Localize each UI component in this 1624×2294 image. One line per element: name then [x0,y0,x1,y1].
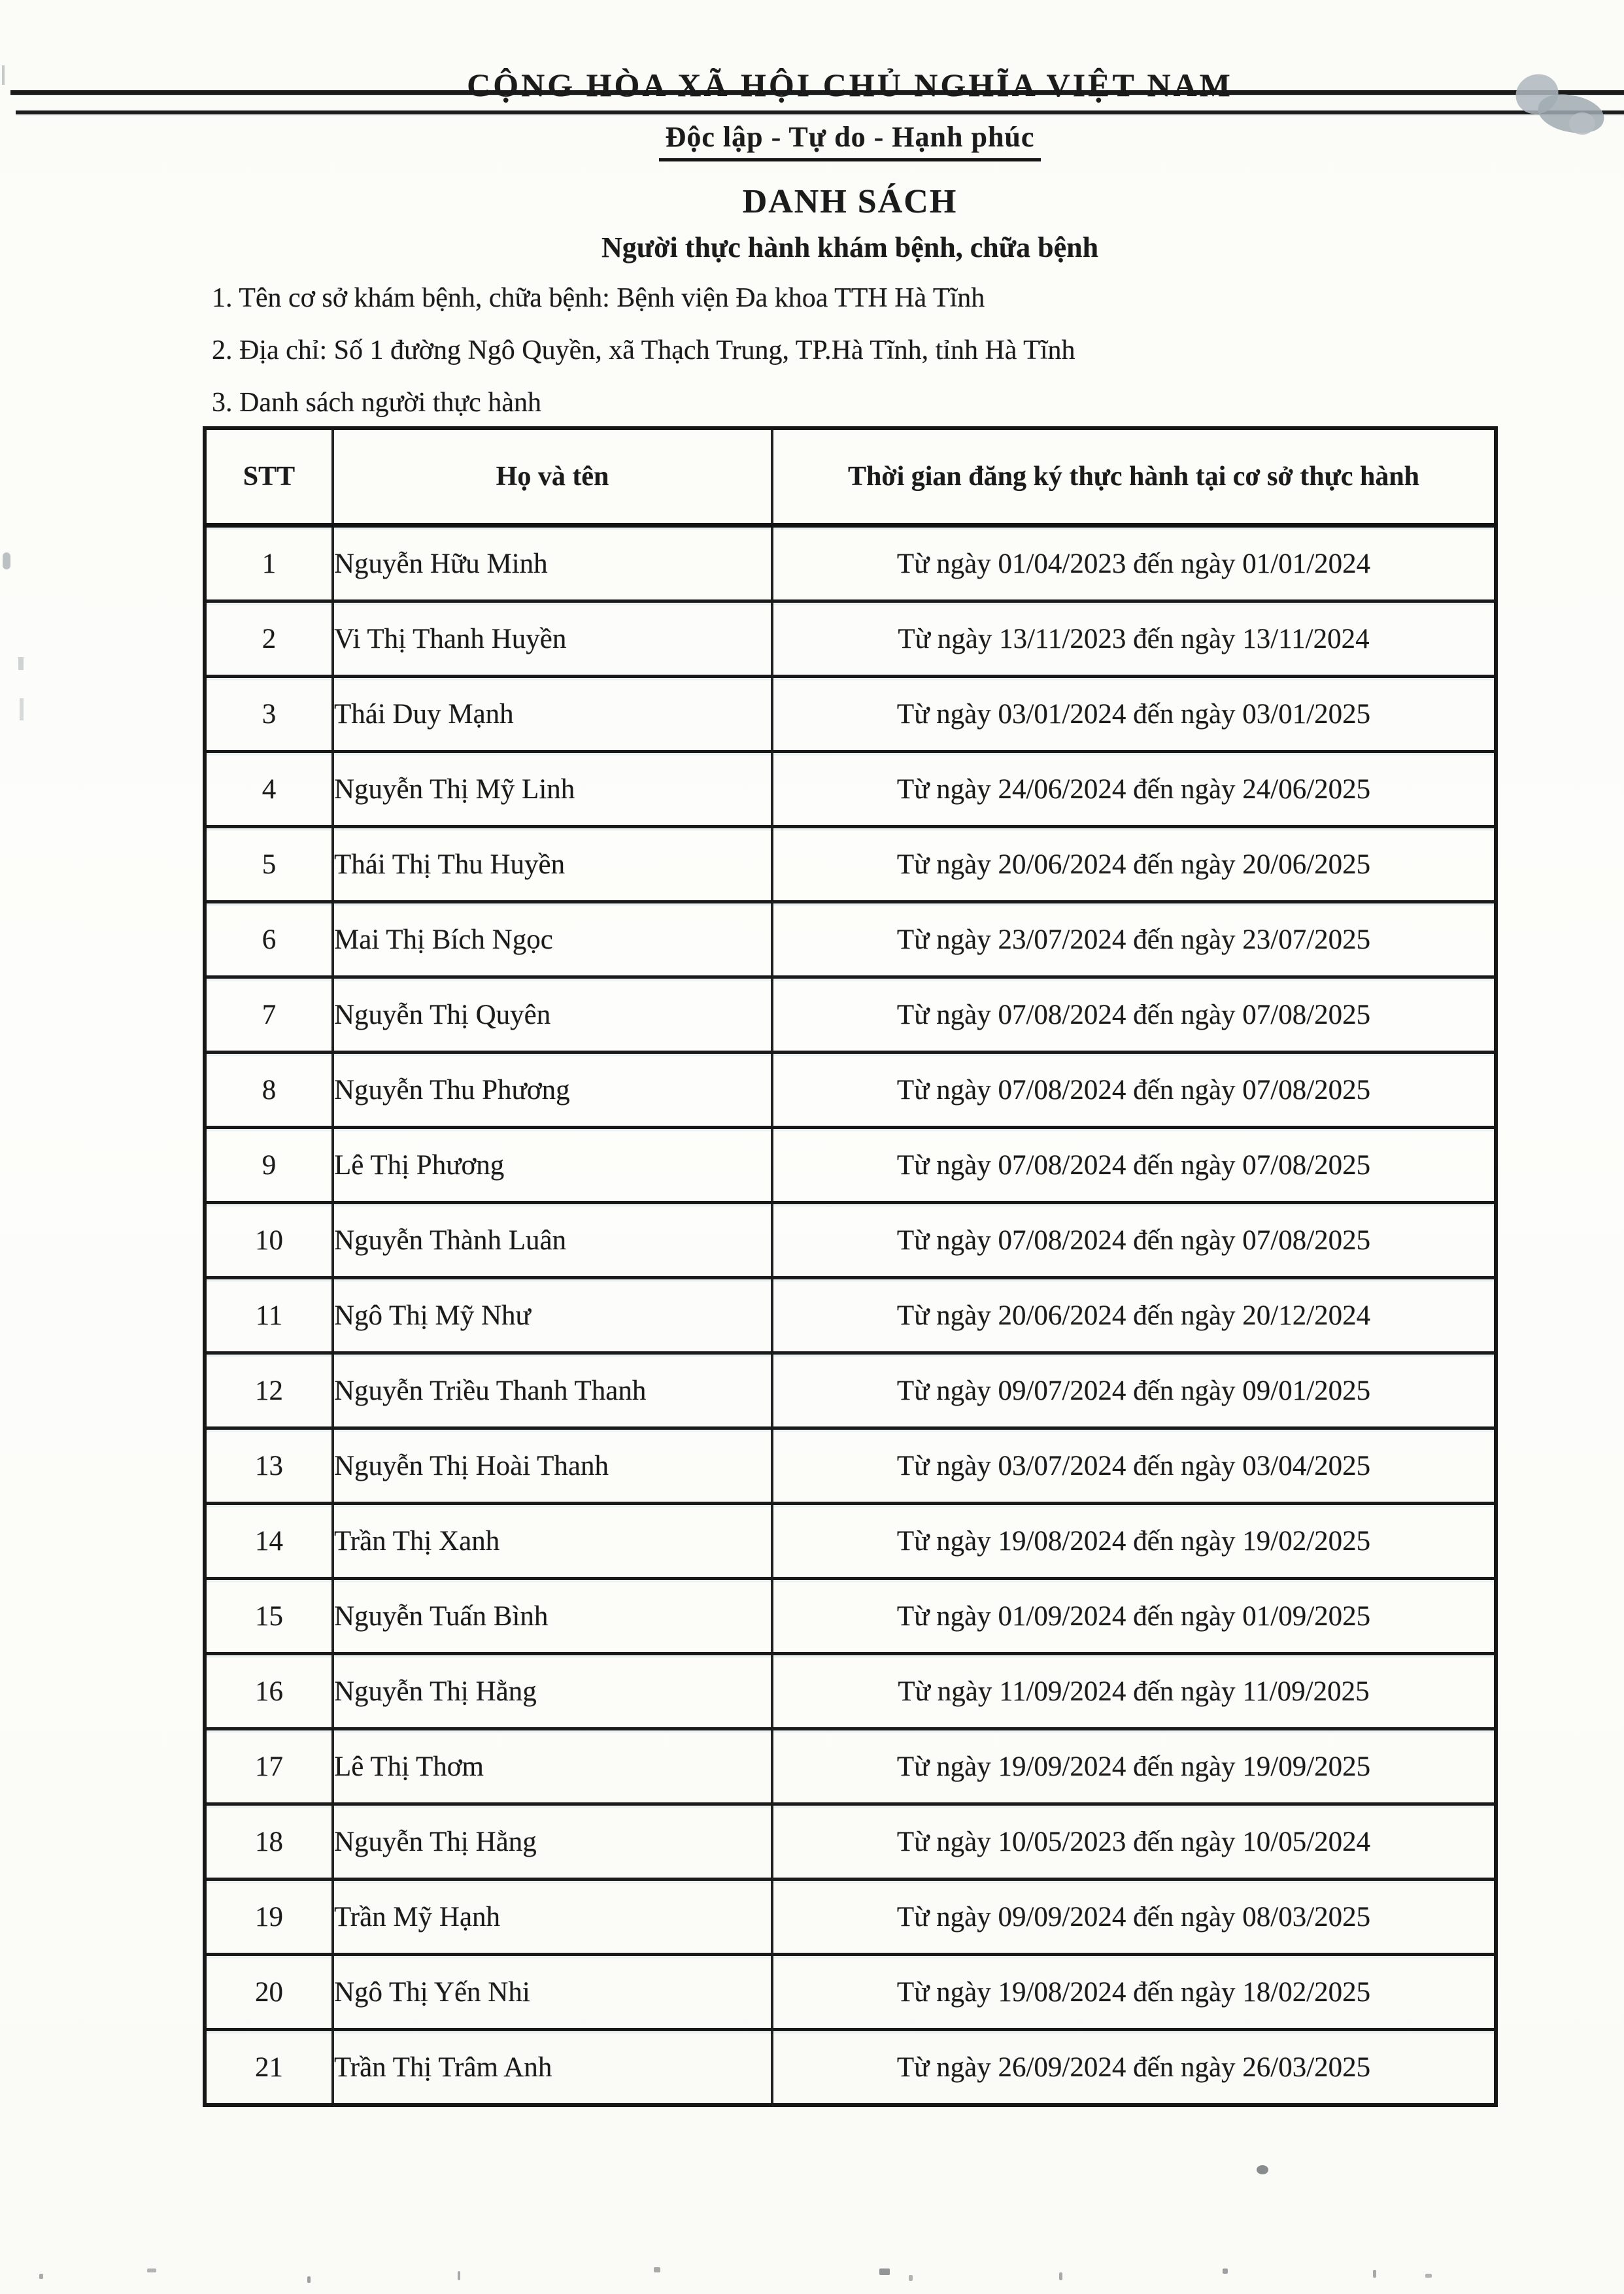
cell-stt: 19 [205,1880,333,1955]
scan-noise [458,2271,460,2280]
cell-name: Nguyễn Triều Thanh Thanh [333,1353,772,1428]
cell-name: Nguyễn Thành Luân [333,1203,772,1278]
cell-period: Từ ngày 10/05/2023 đến ngày 10/05/2024 [772,1804,1496,1880]
cell-stt: 20 [205,1955,333,2030]
table-row [205,1729,1496,1804]
cell-period: Từ ngày 09/09/2024 đến ngày 08/03/2025 [772,1880,1496,1955]
cell-name: Lê Thị Phương [333,1128,772,1203]
table-row [205,977,1496,1053]
scan-noise [1257,2165,1268,2174]
scan-noise [879,2269,890,2275]
cell-name: Ngô Thị Yến Nhi [333,1955,772,2030]
scan-noise [1223,2269,1228,2274]
cell-name: Nguyễn Thị Hằng [333,1654,772,1729]
cell-period: Từ ngày 01/09/2024 đến ngày 01/09/2025 [772,1579,1496,1654]
scan-noise [3,552,10,569]
cell-stt: 11 [205,1278,333,1353]
cell-period: Từ ngày 07/08/2024 đến ngày 07/08/2025 [772,1053,1496,1128]
table-row [205,827,1496,902]
cell-stt: 9 [205,1128,333,1203]
cell-stt: 6 [205,902,333,977]
cell-period: Từ ngày 20/06/2024 đến ngày 20/12/2024 [772,1278,1496,1353]
table-row [205,601,1496,677]
cell-name: Nguyễn Thị Hằng [333,1804,772,1880]
cell-stt: 13 [205,1428,333,1504]
cell-period: Từ ngày 07/08/2024 đến ngày 07/08/2025 [772,1128,1496,1203]
column-header-stt: STT [205,428,333,526]
scan-noise [909,2275,913,2281]
cell-name: Nguyễn Thị Mỹ Linh [333,752,772,827]
national-motto: Độc lập - Tự do - Hạnh phúc [659,120,1041,161]
table-row [205,1579,1496,1654]
cell-stt: 17 [205,1729,333,1804]
scan-noise [18,657,24,670]
column-header-name: Họ và tên [333,428,772,526]
document-title: DANH SÁCH [742,183,958,220]
cell-name: Thái Duy Mạnh [333,677,772,752]
table-row [205,1955,1496,2030]
cell-name: Lê Thị Thơm [333,1729,772,1804]
scan-noise [1425,2274,1432,2278]
cell-stt: 7 [205,977,333,1053]
cell-name: Trần Thị Trâm Anh [333,2030,772,2106]
table-row [205,1353,1496,1428]
practitioners-table [203,426,1498,2107]
national-title: CỘNG HÒA XÃ HỘI CHỦ NGHĨA VIỆT NAM [467,67,1233,103]
cell-name: Vi Thị Thanh Huyền [333,601,772,677]
intro-item-list: 3. Danh sách người thực hành [212,388,541,418]
cell-period: Từ ngày 03/07/2024 đến ngày 03/04/2025 [772,1428,1496,1504]
cell-stt: 1 [205,526,333,601]
header-rule-bottom [16,110,1624,114]
national-motto-wrap [76,120,1624,161]
cell-stt: 10 [205,1203,333,1278]
cell-stt: 14 [205,1504,333,1579]
cell-name: Nguyễn Thị Hoài Thanh [333,1428,772,1504]
scan-noise [147,2269,156,2272]
cell-period: Từ ngày 20/06/2024 đến ngày 20/06/2025 [772,827,1496,902]
cell-period: Từ ngày 09/07/2024 đến ngày 09/01/2025 [772,1353,1496,1428]
cell-name: Trần Thị Xanh [333,1504,772,1579]
cell-stt: 16 [205,1654,333,1729]
cell-period: Từ ngày 07/08/2024 đến ngày 07/08/2025 [772,1203,1496,1278]
cell-stt: 21 [205,2030,333,2106]
cell-period: Từ ngày 23/07/2024 đến ngày 23/07/2025 [772,902,1496,977]
cell-stt: 12 [205,1353,333,1428]
scan-noise [654,2267,660,2272]
intro-item-address: 2. Địa chỉ: Số 1 đường Ngô Quyền, xã Thạch Trung, TP.Hà Tĩnh, tỉnh Hà Tĩnh [212,335,1075,365]
cell-name: Ngô Thị Mỹ Như [333,1278,772,1353]
table-row [205,1053,1496,1128]
table-row [205,1654,1496,1729]
cell-name: Nguyễn Thị Quyên [333,977,772,1053]
table-row [205,1203,1496,1278]
table-row [205,1278,1496,1353]
scan-noise [39,2274,43,2279]
scan-noise [1059,2272,1062,2280]
cell-name: Thái Thị Thu Huyền [333,827,772,902]
cell-stt: 4 [205,752,333,827]
table-row [205,752,1496,827]
cell-period: Từ ngày 19/08/2024 đến ngày 18/02/2025 [772,1955,1496,2030]
column-header-period: Thời gian đăng ký thực hành tại cơ sở thực hành [772,428,1496,526]
scan-noise [1373,2270,1376,2278]
table-row [205,2030,1496,2106]
table-row [205,1880,1496,1955]
cell-name: Nguyễn Hữu Minh [333,526,772,601]
cell-period: Từ ngày 19/08/2024 đến ngày 19/02/2025 [772,1504,1496,1579]
cell-stt: 18 [205,1804,333,1880]
cell-period: Từ ngày 03/01/2024 đến ngày 03/01/2025 [772,677,1496,752]
table-row [205,1428,1496,1504]
cell-period: Từ ngày 19/09/2024 đến ngày 19/09/2025 [772,1729,1496,1804]
table-header-row [205,428,1496,526]
cell-period: Từ ngày 24/06/2024 đến ngày 24/06/2025 [772,752,1496,827]
cell-stt: 2 [205,601,333,677]
cell-period: Từ ngày 13/11/2023 đến ngày 13/11/2024 [772,601,1496,677]
cell-name: Nguyễn Tuấn Bình [333,1579,772,1654]
table-row [205,526,1496,601]
cell-name: Nguyễn Thu Phương [333,1053,772,1128]
cell-name: Trần Mỹ Hạnh [333,1880,772,1955]
cell-period: Từ ngày 11/09/2024 đến ngày 11/09/2025 [772,1654,1496,1729]
cell-period: Từ ngày 07/08/2024 đến ngày 07/08/2025 [772,977,1496,1053]
intro-item-facility: 1. Tên cơ sở khám bệnh, chữa bệnh: Bệnh viện Đa khoa TTH Hà Tĩnh [212,283,985,313]
cell-period: Từ ngày 26/09/2024 đến ngày 26/03/2025 [772,2030,1496,2106]
cell-stt: 8 [205,1053,333,1128]
cell-period: Từ ngày 01/04/2023 đến ngày 01/01/2024 [772,526,1496,601]
scan-noise [20,698,24,720]
table-row [205,1128,1496,1203]
document-subtitle: Người thực hành khám bệnh, chữa bệnh [601,231,1099,263]
intro-list [212,280,1519,437]
table-row [205,1504,1496,1579]
table-row [205,677,1496,752]
table-row [205,902,1496,977]
cell-stt: 5 [205,827,333,902]
cell-stt: 15 [205,1579,333,1654]
scan-noise [2,65,5,85]
cell-stt: 3 [205,677,333,752]
cell-name: Mai Thị Bích Ngọc [333,902,772,977]
scan-noise [307,2276,311,2283]
table-row [205,1804,1496,1880]
practitioners-table-body [205,526,1496,2106]
